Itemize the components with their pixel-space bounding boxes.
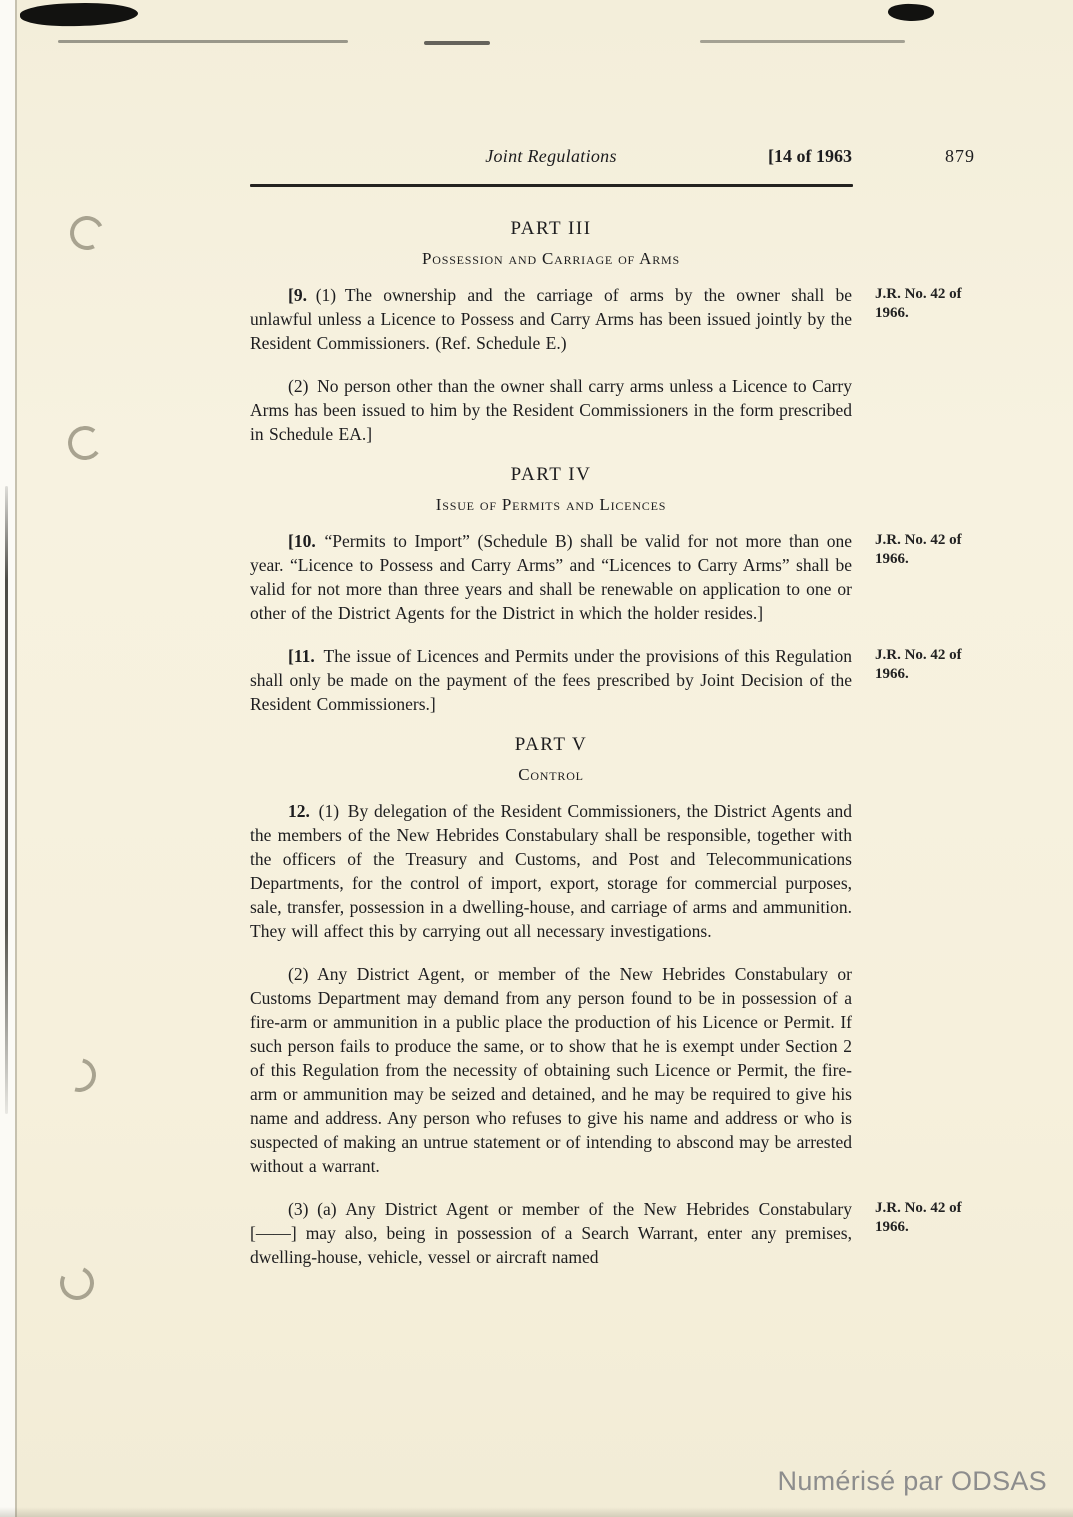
paragraph: [250, 283, 962, 355]
hole-punch-mark: [66, 212, 109, 255]
scan-watermark: Numérisé par ODSAS: [777, 1466, 1047, 1496]
paragraph-text: 12. (1) By delegation of the Resident Commissioners, the District Agents and the members of the New Hebrides Constabulary shall be responsible, together with the officers of the Treasury and Customs, and Post and Telecommunications Departments, for the control of import, export, storage for commercial purposes, sale, transfer, possession in a dwelling-house, and carriage of arms and ammunition. They will affect this by carrying out all necessary investigations.: [250, 801, 852, 941]
paragraph: [250, 1197, 962, 1269]
paragraph-text: [9. (1) The ownership and the carriage of arms by the owner shall be unlawful unless a Licence to Possess and Carry Arms has been issued jointly by the Resident Commissioners. (Ref. Schedule E.): [250, 285, 852, 353]
part-section: [250, 218, 962, 446]
margin-note: J.R. No. 42 of 1966.: [875, 532, 962, 567]
part-heading: PART III: [510, 218, 592, 239]
hole-punch-mark: [66, 424, 104, 462]
paragraph: [250, 962, 852, 1178]
paragraph-number: [11.: [288, 646, 315, 666]
paragraph-text: [11. The issue of Licences and Permits under the provisions of this Regulation shall only be made on the payment of the fees prescribed by Joint Decision of the Resident Commissioners.]: [250, 646, 852, 714]
paragraph-number: 12.: [288, 801, 310, 821]
scan-artifact: [424, 41, 490, 45]
page-edge-crease: [5, 486, 8, 1114]
scan-artifact: [888, 3, 935, 22]
margin-note: J.R. No. 42 of 1966.: [875, 286, 962, 321]
section-subheading: Possession and Carriage of Arms: [422, 249, 680, 268]
scan-artifact: [700, 40, 905, 43]
paragraph: [250, 644, 962, 716]
paragraph: [250, 799, 852, 943]
paragraph-text: (2) No person other than the owner shall carry arms unless a Licence to Carry Arms has been issued to him by the Resident Commissioners in the form prescribed in Schedule EA.]: [250, 376, 852, 444]
document-body: [250, 200, 962, 1269]
page-edge: [0, 0, 17, 1517]
page-number: 879: [945, 146, 975, 166]
paragraph: [250, 529, 962, 625]
paragraph-number: [10.: [288, 531, 316, 551]
paragraph-text: [10. “Permits to Import” (Schedule B) shall be valid for not more than one year. “Licence to Possess and Carry Arms” and “Licences to Carry Arms” shall be valid for not more than three years and shall be renewable on application to one or other of the District Agents for the District in which the holder resides.]: [250, 531, 852, 623]
margin-note: J.R. No. 42 of 1966.: [875, 1200, 962, 1235]
hole-punch-mark: [56, 1052, 102, 1098]
paragraph-number: [9.: [288, 285, 307, 305]
part-section: [250, 464, 962, 716]
section-subheading: Control: [518, 765, 584, 784]
paragraph-text: (3) (a) Any District Agent or member of the New Hebrides Constabulary [——] may also, being in possession of a Search Warrant, enter any premises, dwelling-house, vehicle, vessel or aircraft named: [250, 1199, 852, 1267]
part-section: [250, 734, 962, 1269]
running-title: Joint Regulations: [485, 146, 617, 166]
scan-artifact: [20, 1, 139, 28]
hole-punch-mark: [55, 1261, 99, 1305]
paragraph: [250, 374, 852, 446]
page-header: [250, 146, 975, 172]
paragraph-text: (2) Any District Agent, or member of the New Hebrides Constabulary or Customs Department may demand from any person found to be in possession of a fire-arm or ammunition in a public place the production of his Licence or Permit. If such person fails to produce the same, or to show that he is exempt under Section 2 of this Regulation from the necessity of obtaining such Licence or Permit, the fire-arm or ammunition may be seized and detained, and he may be required to give his name and address. Any person who refuses to give his name and address or who is suspected of making an untrue statement or of intending to abscond may be arrested without a warrant.: [250, 964, 852, 1176]
part-heading: PART IV: [510, 464, 592, 485]
section-subheading: Issue of Permits and Licences: [435, 495, 667, 514]
scan-artifact: [58, 40, 348, 43]
regulation-reference: [14 of 1963: [768, 146, 852, 166]
margin-note: J.R. No. 42 of 1966.: [875, 647, 962, 682]
part-heading: PART V: [514, 734, 588, 755]
header-rule: [250, 184, 853, 187]
